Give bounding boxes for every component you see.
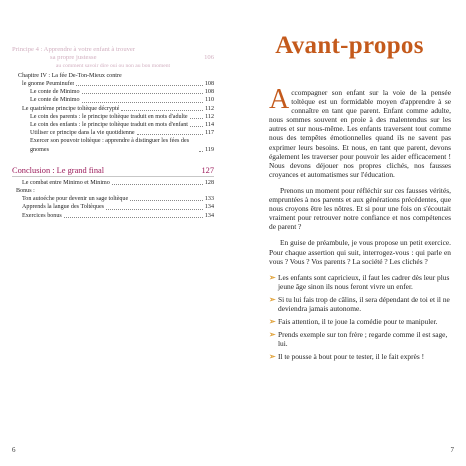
list-item: ➢ Si tu lui fais trop de câlins, il sera dépendant de toi et il ne deviendra jamais autonome. (269, 294, 450, 313)
bonus-label: Bonus : (16, 188, 35, 195)
paragraph-3: En guise de préambule, je vous propose un petit exercice. Pour chaque assertion qui suit, interrogez-vous : qui parle en vous ? Vous ? Vos parents ? La société ? Les clichés ? (269, 238, 451, 266)
toc-entry: Ton autoéche pour devenir un sage toltèque 133 (22, 196, 214, 203)
list-item: ➢ Fais attention, il te joue la comédie pour te manipuler. (269, 317, 438, 327)
list-item: ➢ Il te pousse à bout pour te tester, il le fait exprès ! (269, 352, 425, 362)
conclusion-heading (12, 166, 214, 177)
page-number: 7 (450, 446, 454, 454)
orange-arrow-icon: ➢ (269, 272, 276, 282)
toc-entry: Exercer son pouvoir toltèque : apprendre à distinguer les fées des gnomes 119 (30, 138, 214, 153)
principle-title: Principe 4 : Apprendre à votre enfant à trouver (12, 46, 136, 53)
principle-page: 106 (204, 54, 214, 61)
orange-arrow-icon: ➢ (269, 352, 276, 362)
foreword-body (269, 84, 451, 365)
chapter-title-cont: le gnome Peuminufer (22, 81, 75, 87)
faded-principle-header (12, 46, 214, 70)
assertion-list (269, 273, 451, 362)
orange-arrow-icon: ➢ (269, 317, 276, 327)
toc-entry: Le quatrième principe toltèque décrypté 112 (22, 105, 214, 112)
page-title: Avant-propos (275, 32, 424, 59)
toc-entry: Le combat entre Minimo et Minimo 128 (22, 179, 214, 186)
paragraph-2: Prenons un moment pour réfléchir sur ces fausses vérités, empruntées à nos parents et aux générations précédentes, que nous croyons être les nôtres. Et si pour une fois on s'écoutait vraiment pour retrouver notre confiance et nos compétences de parent ? (269, 185, 451, 232)
chapter-entry (12, 72, 214, 88)
conclusion-page: 127 (201, 165, 214, 175)
paragraph-1: Accompagner son enfant sur la voie de la pensée toltèque est un formidable moyen d'apprendre à se connaître en tant que parent. Enfant comme adulte, nous sommes souvent en proie à des malentendus sur les autres et sur nous-même. Les enfants traversent tout comme nous des tempêtes émotionnelles quand ils ne savent pas exprimer leurs besoins. Et nous, en tant que parent, devons également les traverser pour pouvoir les aider efficacement ! Nous devons déjouer nos propres clichés, nos fausses croyances et automatismes sur l'éducation. (269, 84, 451, 179)
orange-arrow-icon: ➢ (269, 330, 276, 340)
conclusion-title: Conclusion : Le grand final (12, 165, 105, 175)
right-page (233, 0, 466, 466)
toc-entry: Apprends la langue des Toltèques 134 (22, 204, 214, 211)
toc-entry: Exercices bonus 134 (22, 212, 214, 219)
toc-entry: Utiliser ce principe dans la vie quotidienne 117 (30, 130, 214, 137)
table-of-contents (12, 46, 214, 220)
drop-cap: A (269, 84, 290, 115)
orange-arrow-icon: ➢ (269, 294, 276, 304)
principle-subtitle: au comment savoir dire oui ou non au bon moment (55, 63, 171, 69)
chapter-title: Chapitre IV : La fée De-Ton-Mieux contre (18, 73, 122, 79)
principle-title-cont: sa propre justesse (50, 54, 97, 61)
list-item: ➢ Les enfants sont capricieux, il faut les cadrer dès leur plus jeune âge sinon ils nous feront vivre un enfer. (269, 272, 450, 291)
toc-entry: Le conte de Minimo 110 (30, 97, 214, 104)
page-number: 6 (12, 446, 16, 454)
toc-entry: Le coin des parents : le principe toltèque traduit en mots d'adulte 112 (30, 113, 214, 120)
toc-entry: Le conte de Minimo 108 (30, 89, 214, 96)
chapter-page: 108 (204, 81, 214, 87)
list-item: ➢ Prends exemple sur ton frère ; regarde comme il est sage, lui. (269, 330, 448, 349)
toc-entry: Le coin des enfants : le principe toltèque traduit en mots d'enfant 114 (30, 122, 214, 129)
